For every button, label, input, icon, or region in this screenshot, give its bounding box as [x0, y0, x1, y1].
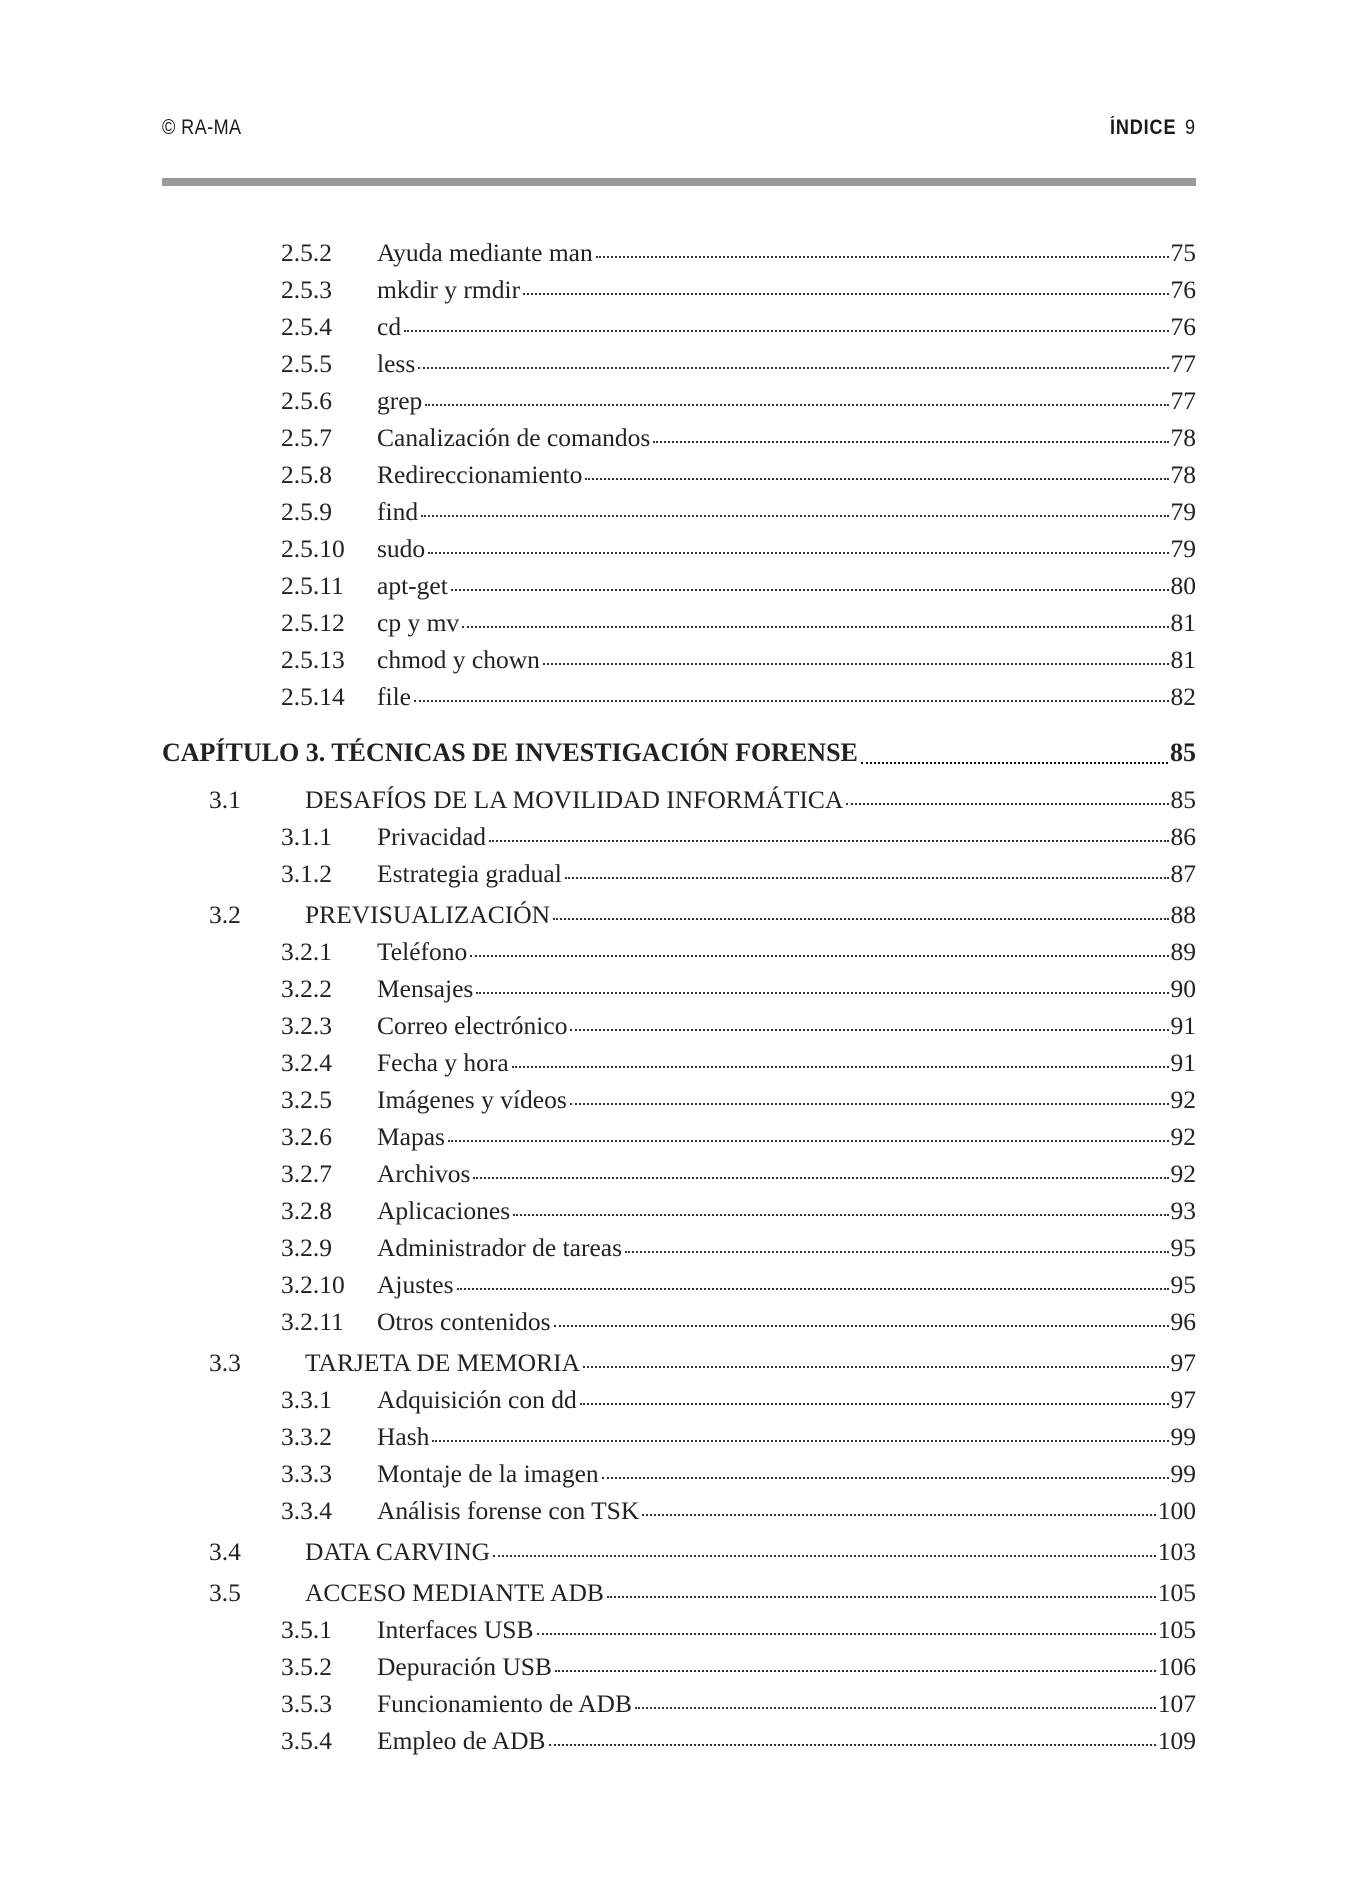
toc-entry-title: Funcionamiento de ADB: [377, 1689, 632, 1718]
toc-entry-page: 96: [1170, 1307, 1196, 1336]
toc-entry: [162, 781, 1196, 818]
toc-entry-page: 86: [1170, 822, 1196, 851]
toc-entry-page: 105: [1157, 1615, 1196, 1644]
toc-entry-title: sudo: [377, 534, 426, 563]
toc-entry-title: Mensajes: [377, 974, 474, 1003]
toc-entry-number: 2.5.10: [281, 534, 345, 563]
toc-entry: [162, 1381, 1196, 1418]
toc-entry-title: Mapas: [377, 1122, 445, 1151]
dot-leader: [470, 955, 1168, 957]
toc-entry-page: 99: [1170, 1459, 1196, 1488]
toc-entry-page: 81: [1170, 645, 1196, 674]
toc-entry-page: 79: [1170, 534, 1196, 563]
toc-entry-page: 105: [1157, 1578, 1196, 1607]
dot-leader: [404, 330, 1168, 332]
toc-entry-page: 91: [1170, 1011, 1196, 1040]
toc-entry-number: 3.3: [209, 1348, 241, 1377]
toc-entry: [162, 1266, 1196, 1303]
dot-leader: [537, 1633, 1156, 1635]
toc-entry-title: Imágenes y vídeos: [377, 1085, 567, 1114]
dot-leader: [549, 1744, 1156, 1746]
toc-entry-number: 2.5.11: [281, 571, 344, 600]
toc-entry-page: 103: [1157, 1537, 1196, 1566]
toc-entry: [162, 1081, 1196, 1118]
toc-entry-title: cp y mv: [377, 608, 460, 637]
dot-leader: [428, 552, 1168, 554]
toc-entry: [162, 896, 1196, 933]
toc-entry: [162, 1007, 1196, 1044]
section-label: ÍNDICE: [1110, 116, 1177, 139]
toc-entry-page: 92: [1170, 1122, 1196, 1151]
toc-entry: [162, 1418, 1196, 1455]
toc-entry-title: Privacidad: [377, 822, 487, 851]
toc-entry-page: 91: [1170, 1048, 1196, 1077]
toc-entry: [162, 1611, 1196, 1648]
dot-leader: [425, 404, 1168, 406]
dot-leader: [543, 663, 1169, 665]
dot-leader: [602, 1477, 1169, 1479]
toc-entry: [162, 1492, 1196, 1529]
toc-entry-page: 92: [1170, 1085, 1196, 1114]
dot-leader: [512, 1066, 1169, 1068]
toc-entry-page: 75: [1170, 238, 1196, 267]
toc-entry-page: 107: [1157, 1689, 1196, 1718]
running-header: [162, 116, 1196, 152]
table-of-contents: [162, 234, 1196, 1759]
dot-leader: [448, 1140, 1169, 1142]
dot-leader: [570, 1103, 1169, 1105]
dot-leader: [432, 1440, 1168, 1442]
toc-entry-number: 3.2.4: [281, 1048, 332, 1077]
toc-entry-title: Canalización de comandos: [377, 423, 651, 452]
dot-leader: [451, 589, 1169, 591]
toc-entry-title: Teléfono: [377, 937, 468, 966]
toc-entry-number: 3.2: [209, 900, 241, 929]
toc-entry-number: 3.2.10: [281, 1270, 345, 1299]
toc-entry-title: Montaje de la imagen: [377, 1459, 599, 1488]
toc-entry: [162, 456, 1196, 493]
toc-entry-page: 82: [1170, 682, 1196, 711]
toc-entry-number: 3.1.1: [281, 822, 332, 851]
toc-entry: [162, 530, 1196, 567]
dot-leader: [607, 1596, 1156, 1598]
toc-entry: [162, 382, 1196, 419]
toc-entry-number: 2.5.2: [281, 238, 332, 267]
toc-entry-page: 79: [1170, 497, 1196, 526]
toc-entry-number: 3.5.4: [281, 1726, 332, 1755]
toc-entry: [162, 1722, 1196, 1759]
toc-entry: [162, 855, 1196, 892]
toc-entry: [162, 493, 1196, 530]
toc-entry: [162, 1648, 1196, 1685]
toc-entry-title: Interfaces USB: [377, 1615, 534, 1644]
dot-leader: [553, 918, 1168, 920]
dot-leader: [414, 700, 1169, 702]
toc-entry-title: find: [377, 497, 419, 526]
toc-entry-title: cd: [377, 312, 402, 341]
toc-entry-number: 3.3.4: [281, 1496, 332, 1525]
toc-entry-title: Hash: [377, 1422, 430, 1451]
toc-entry-page: 90: [1170, 974, 1196, 1003]
toc-entry-number: 2.5.9: [281, 497, 332, 526]
dot-leader: [554, 1325, 1169, 1327]
toc-entry-title: Estrategia gradual: [377, 859, 562, 888]
toc-entry-title: Fecha y hora: [377, 1048, 509, 1077]
toc-entry: [162, 678, 1196, 715]
toc-entry-page: 77: [1170, 349, 1196, 378]
toc-entry: [162, 271, 1196, 308]
toc-entry-number: 3.1.2: [281, 859, 332, 888]
toc-entry-title: Correo electrónico: [377, 1011, 568, 1040]
section-title: [1110, 116, 1196, 140]
toc-entry-title: Análisis forense con TSK: [377, 1496, 640, 1525]
dot-leader: [653, 441, 1168, 443]
dot-leader: [476, 992, 1168, 994]
toc-entry-number: 2.5.13: [281, 645, 345, 674]
toc-entry-title: Empleo de ADB: [377, 1726, 546, 1755]
toc-entry-title: DATA CARVING: [305, 1537, 491, 1566]
toc-entry-title: ACCESO MEDIANTE ADB: [305, 1578, 604, 1607]
toc-entry: [162, 1574, 1196, 1611]
dot-leader: [846, 803, 1168, 805]
toc-entry-title: DESAFÍOS DE LA MOVILIDAD INFORMÁTICA: [305, 785, 844, 814]
toc-entry-title: PREVISUALIZACIÓN: [305, 900, 551, 929]
toc-entry: [162, 1685, 1196, 1722]
toc-entry-number: 3.2.11: [281, 1307, 344, 1336]
toc-entry: [162, 1229, 1196, 1266]
toc-entry: [162, 308, 1196, 345]
dot-leader: [493, 1555, 1156, 1557]
toc-entry-number: 3.1: [209, 785, 241, 814]
toc-entry-page: 99: [1170, 1422, 1196, 1451]
toc-entry-page: 88: [1170, 900, 1196, 929]
toc-entry-number: 2.5.4: [281, 312, 332, 341]
toc-entry-title: grep: [377, 386, 423, 415]
toc-entry-number: 2.5.14: [281, 682, 345, 711]
toc-entry-page: 85: [1170, 738, 1196, 767]
header-page-number: 9: [1185, 116, 1196, 139]
toc-entry-number: 3.2.3: [281, 1011, 332, 1040]
toc-entry-page: 76: [1170, 312, 1196, 341]
toc-entry-page: 97: [1170, 1385, 1196, 1414]
toc-entry-number: 3.2.6: [281, 1122, 332, 1151]
toc-entry-title: CAPÍTULO 3. TÉCNICAS DE INVESTIGACIÓN FORENSE: [162, 738, 858, 767]
toc-entry-number: 2.5.7: [281, 423, 332, 452]
dot-leader: [861, 762, 1168, 764]
toc-entry-number: 3.2.2: [281, 974, 332, 1003]
toc-entry: [162, 1455, 1196, 1492]
toc-entry: [162, 1118, 1196, 1155]
dot-leader: [565, 877, 1169, 879]
toc-entry-number: 3.2.8: [281, 1196, 332, 1225]
toc-entry-number: 3.3.2: [281, 1422, 332, 1451]
toc-entry: [162, 419, 1196, 456]
toc-entry: [162, 1192, 1196, 1229]
toc-entry-title: TARJETA DE MEMORIA: [305, 1348, 580, 1377]
toc-entry-number: 3.5.2: [281, 1652, 332, 1681]
dot-leader: [555, 1670, 1156, 1672]
toc-entry-title: Aplicaciones: [377, 1196, 511, 1225]
toc-entry-page: 87: [1170, 859, 1196, 888]
toc-entry: [162, 234, 1196, 271]
dot-leader: [596, 256, 1169, 258]
toc-entry-page: 100: [1157, 1496, 1196, 1525]
toc-entry-title: less: [377, 349, 416, 378]
dot-leader: [585, 478, 1168, 480]
toc-entry: [162, 1533, 1196, 1570]
toc-entry-number: 3.3.3: [281, 1459, 332, 1488]
toc-entry: [162, 604, 1196, 641]
toc-entry: [162, 818, 1196, 855]
toc-entry-title: Otros contenidos: [377, 1307, 551, 1336]
dot-leader: [462, 626, 1168, 628]
toc-entry-page: 109: [1157, 1726, 1196, 1755]
toc-entry-title: Depuración USB: [377, 1652, 552, 1681]
toc-entry-title: Administrador de tareas: [377, 1233, 623, 1262]
toc-entry-number: 3.2.5: [281, 1085, 332, 1114]
dot-leader: [523, 293, 1168, 295]
toc-entry-number: 3.2.9: [281, 1233, 332, 1262]
toc-entry-page: 78: [1170, 423, 1196, 452]
dot-leader: [513, 1214, 1168, 1216]
toc-entry-title: mkdir y rmdir: [377, 275, 521, 304]
toc-entry: [162, 567, 1196, 604]
toc-entry-title: file: [377, 682, 411, 711]
toc-entry-page: 85: [1170, 785, 1196, 814]
toc-entry-number: 3.2.7: [281, 1159, 332, 1188]
header-rule: [162, 178, 1196, 186]
toc-entry: [162, 345, 1196, 382]
toc-entry-title: Ayuda mediante man: [377, 238, 593, 267]
toc-entry-number: 2.5.3: [281, 275, 332, 304]
toc-entry: [162, 1303, 1196, 1340]
toc-entry-page: 77: [1170, 386, 1196, 415]
dot-leader: [642, 1514, 1155, 1516]
toc-entry-number: 3.5.1: [281, 1615, 332, 1644]
dot-leader: [489, 840, 1168, 842]
dot-leader: [580, 1403, 1169, 1405]
toc-entry-title: Ajustes: [377, 1270, 454, 1299]
dot-leader: [583, 1366, 1169, 1368]
toc-entry: [162, 970, 1196, 1007]
toc-entry-page: 95: [1170, 1270, 1196, 1299]
dot-leader: [635, 1707, 1156, 1709]
toc-entry-title: apt-get: [377, 571, 448, 600]
toc-entry-page: 92: [1170, 1159, 1196, 1188]
toc-entry-number: 3.3.1: [281, 1385, 332, 1414]
toc-entry-number: 2.5.12: [281, 608, 345, 637]
toc-entry-number: 2.5.6: [281, 386, 332, 415]
dot-leader: [421, 515, 1168, 517]
toc-entry-number: 3.5.3: [281, 1689, 332, 1718]
dot-leader: [570, 1029, 1168, 1031]
copyright-label: © RA-MA: [162, 116, 242, 139]
toc-chapter-entry: [162, 729, 1196, 777]
dot-leader: [418, 367, 1168, 369]
toc-entry-title: Adquisición con dd: [377, 1385, 577, 1414]
toc-entry-title: Redireccionamiento: [377, 460, 583, 489]
toc-entry-page: 81: [1170, 608, 1196, 637]
toc-entry-number: 2.5.8: [281, 460, 332, 489]
toc-entry-page: 93: [1170, 1196, 1196, 1225]
toc-entry-page: 76: [1170, 275, 1196, 304]
toc-entry-number: 3.2.1: [281, 937, 332, 966]
toc-entry-page: 106: [1157, 1652, 1196, 1681]
toc-entry: [162, 1044, 1196, 1081]
toc-entry-page: 80: [1170, 571, 1196, 600]
toc-entry-number: 3.4: [209, 1537, 241, 1566]
toc-entry-number: 2.5.5: [281, 349, 332, 378]
toc-entry-title: chmod y chown: [377, 645, 540, 674]
toc-entry: [162, 1344, 1196, 1381]
dot-leader: [473, 1177, 1168, 1179]
toc-entry: [162, 641, 1196, 678]
toc-entry: [162, 933, 1196, 970]
toc-entry-title: Archivos: [377, 1159, 471, 1188]
toc-entry: [162, 1155, 1196, 1192]
toc-entry-page: 95: [1170, 1233, 1196, 1262]
dot-leader: [625, 1251, 1168, 1253]
toc-entry-page: 89: [1170, 937, 1196, 966]
dot-leader: [457, 1288, 1169, 1290]
toc-entry-page: 97: [1170, 1348, 1196, 1377]
toc-entry-page: 78: [1170, 460, 1196, 489]
toc-entry-number: 3.5: [209, 1578, 241, 1607]
